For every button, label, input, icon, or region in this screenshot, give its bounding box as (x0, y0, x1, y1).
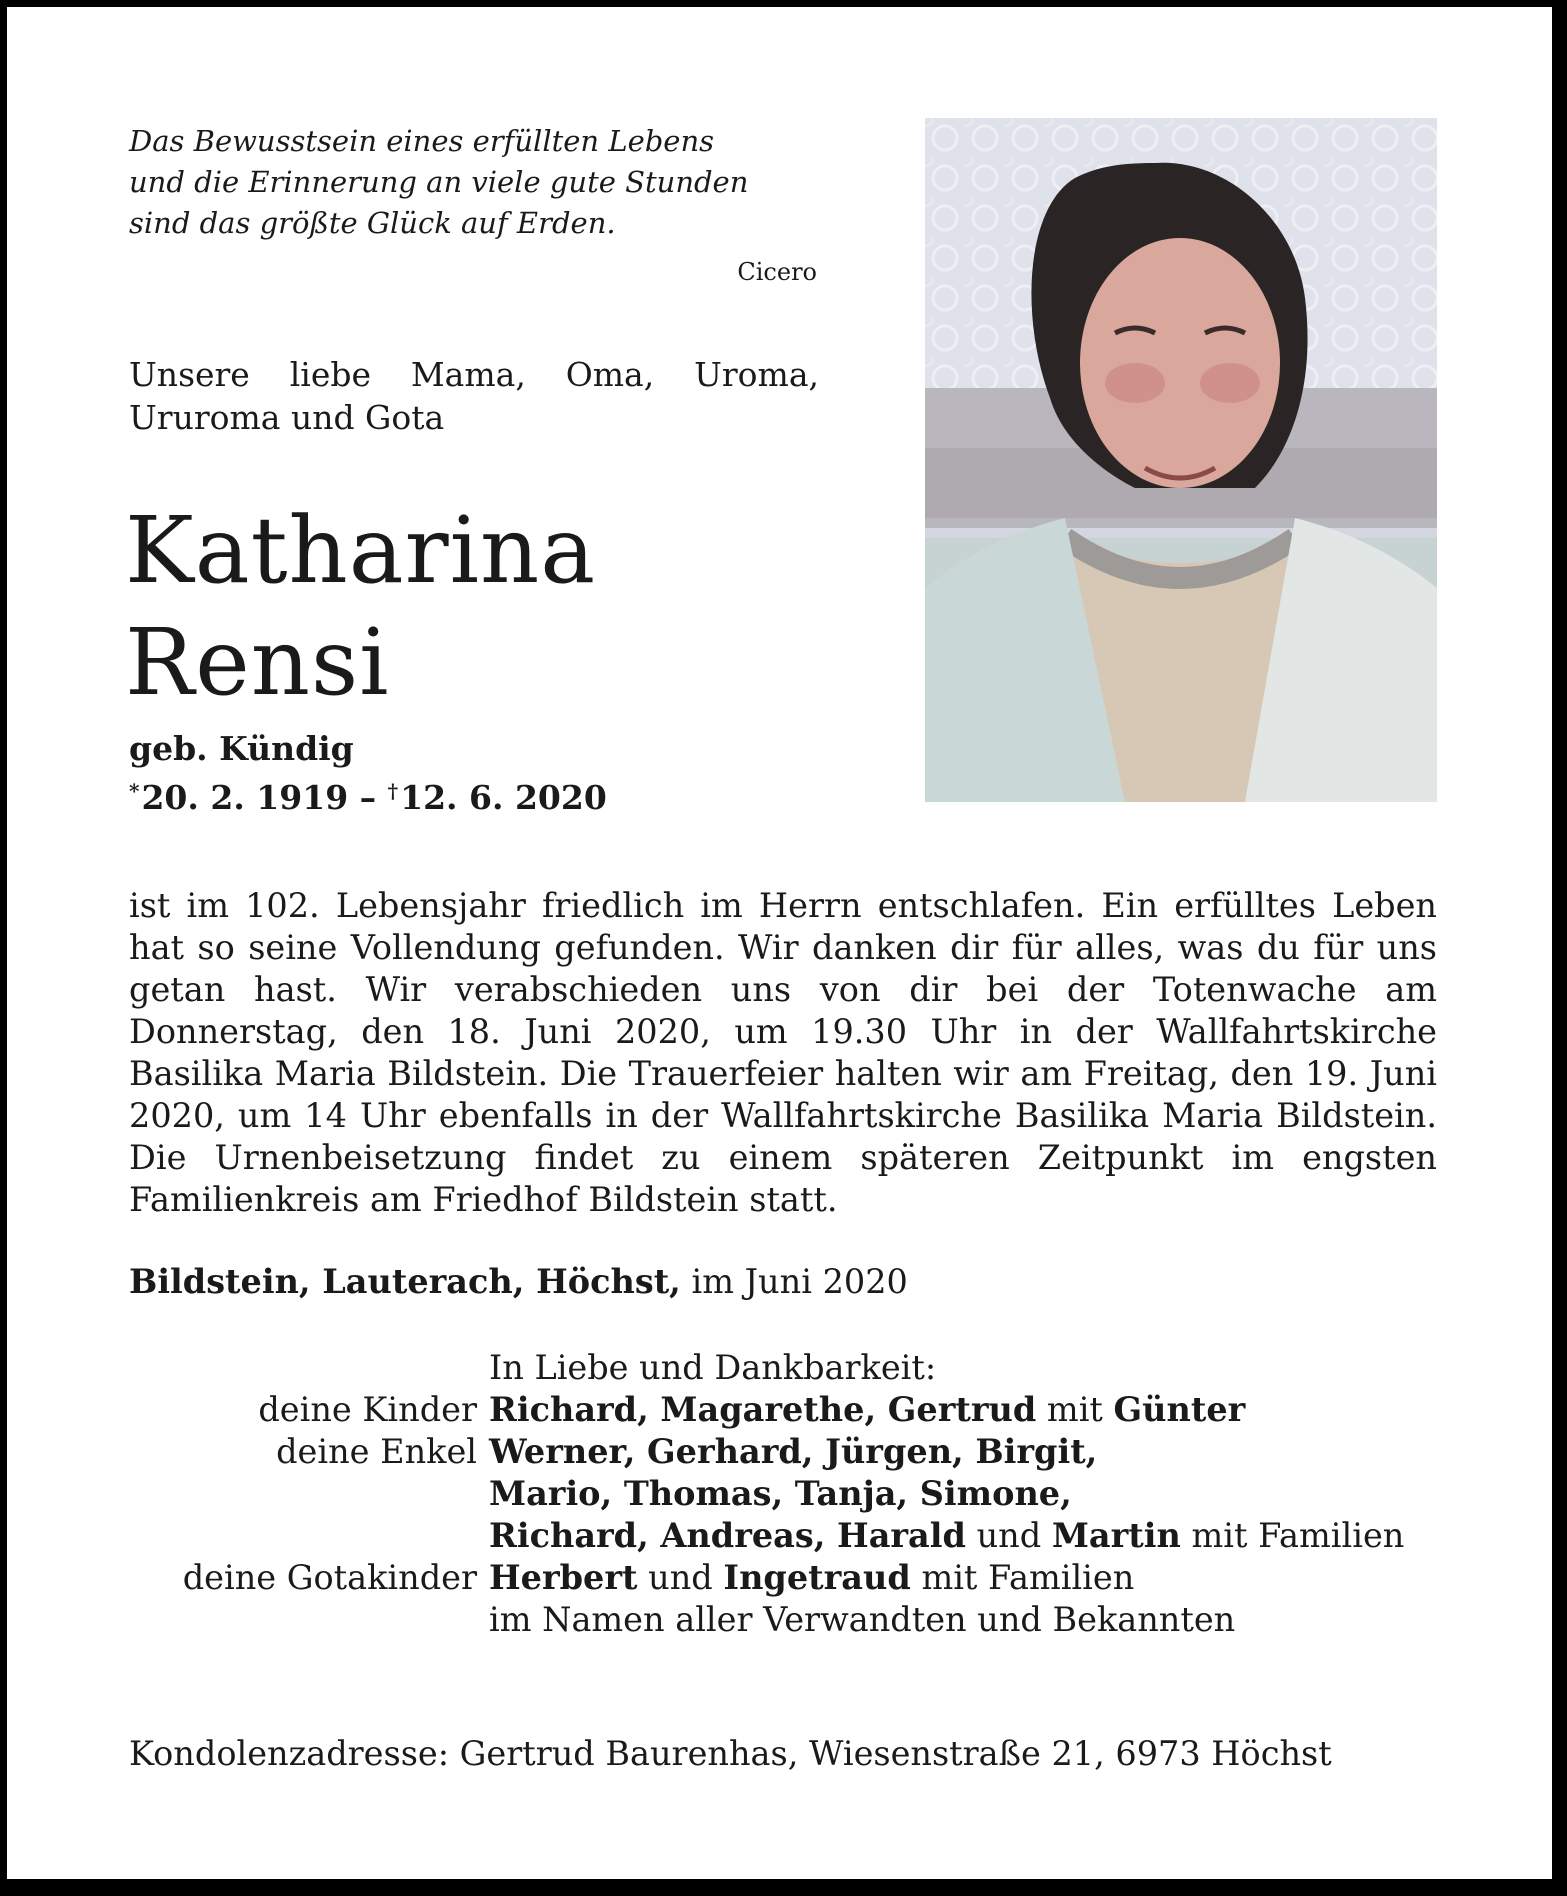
mourner-row-kinder (129, 1389, 1449, 1431)
mourner-row-enkel-2 (129, 1473, 1449, 1515)
mourner-row-enkel (129, 1431, 1449, 1473)
intro-word: Unsere (129, 355, 250, 394)
obituary-body: ist im 102. Lebensjahr friedlich im Herrn entschlafen. Ein erfülltes Leben hat so seine Vollendung gefunden. Wir danken dir für alles, was du für uns getan hast. Wir verabschieden uns von dir bei der Totenwache am Donnerstag, den 18. Juni 2020, um 19.30 Uhr in der Wallfahrtskirche Basilika Maria Bildstein. Die Trauerfeier halten wir am Freitag, den 19. Juni 2020, um 14 Uhr ebenfalls in der Wallfahrtskirche Basilika Maria Bildstein. Die Urnenbeisetzung findet zu einem späteren Zeitpunkt im engsten Familienkreis am Friedhof Bildstein statt. (129, 886, 1437, 1219)
names-connector: mit (1046, 1390, 1103, 1429)
mourner-names (489, 1515, 1404, 1557)
intro-line-2: Ururoma und Gota (129, 398, 445, 437)
condolence-address: Kondolenzadresse: Gertrud Baurenhas, Wiesenstraße 21, 6973 Höchst (129, 1734, 1332, 1773)
portrait-photo (925, 118, 1437, 802)
deceased-name (125, 495, 596, 719)
quote-line: sind das größte Glück auf Erden. (129, 206, 616, 240)
mourner-row-enkel-3 (129, 1515, 1449, 1557)
intro-word: liebe (289, 355, 372, 394)
intro-word: Oma, (565, 355, 655, 394)
intro-word: Uroma, (694, 355, 819, 394)
mourners-intro: In Liebe und Dankbarkeit: (489, 1348, 937, 1387)
names-connector: und (976, 1516, 1042, 1555)
portrait-photo-icon (925, 118, 1437, 802)
mourner-names (489, 1557, 1134, 1599)
first-name: Katharina (125, 497, 597, 604)
mourners-list (129, 1389, 1449, 1641)
names-suffix: mit Familien (921, 1558, 1135, 1597)
mourner-names: Mario, Thomas, Tanja, Simone, (489, 1474, 1072, 1513)
quote-line: Das Bewusstsein eines erfüllten Lebens (129, 124, 715, 158)
birth-mark: * (129, 779, 140, 803)
names-bold: Martin (1051, 1516, 1181, 1555)
place-and-date (129, 1261, 908, 1303)
places: Bildstein, Lauterach, Höchst, (129, 1262, 681, 1301)
place-date: im Juni 2020 (691, 1262, 908, 1301)
last-name: Rensi (125, 609, 390, 716)
mourner-names: Werner, Gerhard, Jürgen, Birgit, (489, 1432, 1098, 1471)
names-bold: Herbert (489, 1558, 638, 1597)
quote-author: Cicero (737, 258, 817, 286)
names-connector: und (648, 1558, 713, 1597)
mourner-closing: im Namen aller Verwandten und Bekannten (489, 1600, 1236, 1639)
death-date: 12. 6. 2020 (400, 778, 607, 817)
birth-date: 20. 2. 1919 – (141, 778, 377, 817)
mourner-label: deine Kinder (258, 1390, 477, 1429)
intro-word: Mama, (410, 355, 526, 394)
names-suffix: mit Familien (1191, 1516, 1405, 1555)
names-bold: Richard, Andreas, Harald (489, 1516, 966, 1555)
quote (129, 121, 829, 244)
names-bold: Richard, Magarethe, Gertrud (489, 1390, 1037, 1429)
death-mark: † (387, 779, 399, 803)
intro-line-1 (129, 353, 819, 396)
quote-line: und die Erinnerung an viele gute Stunden (129, 165, 749, 199)
intro-text (129, 353, 819, 439)
life-dates (129, 771, 607, 818)
mourner-row-closing (129, 1599, 1449, 1641)
mourner-label: deine Enkel (276, 1432, 477, 1471)
names-bold: Ingetraud (723, 1558, 911, 1597)
mourner-names (489, 1389, 1245, 1431)
names-bold: Günter (1113, 1390, 1246, 1429)
mourner-row-gota (129, 1557, 1449, 1599)
obituary-page (7, 7, 1552, 1879)
mourner-label: deine Gotakinder (182, 1558, 477, 1597)
maiden-name: geb. Kündig (129, 729, 354, 768)
